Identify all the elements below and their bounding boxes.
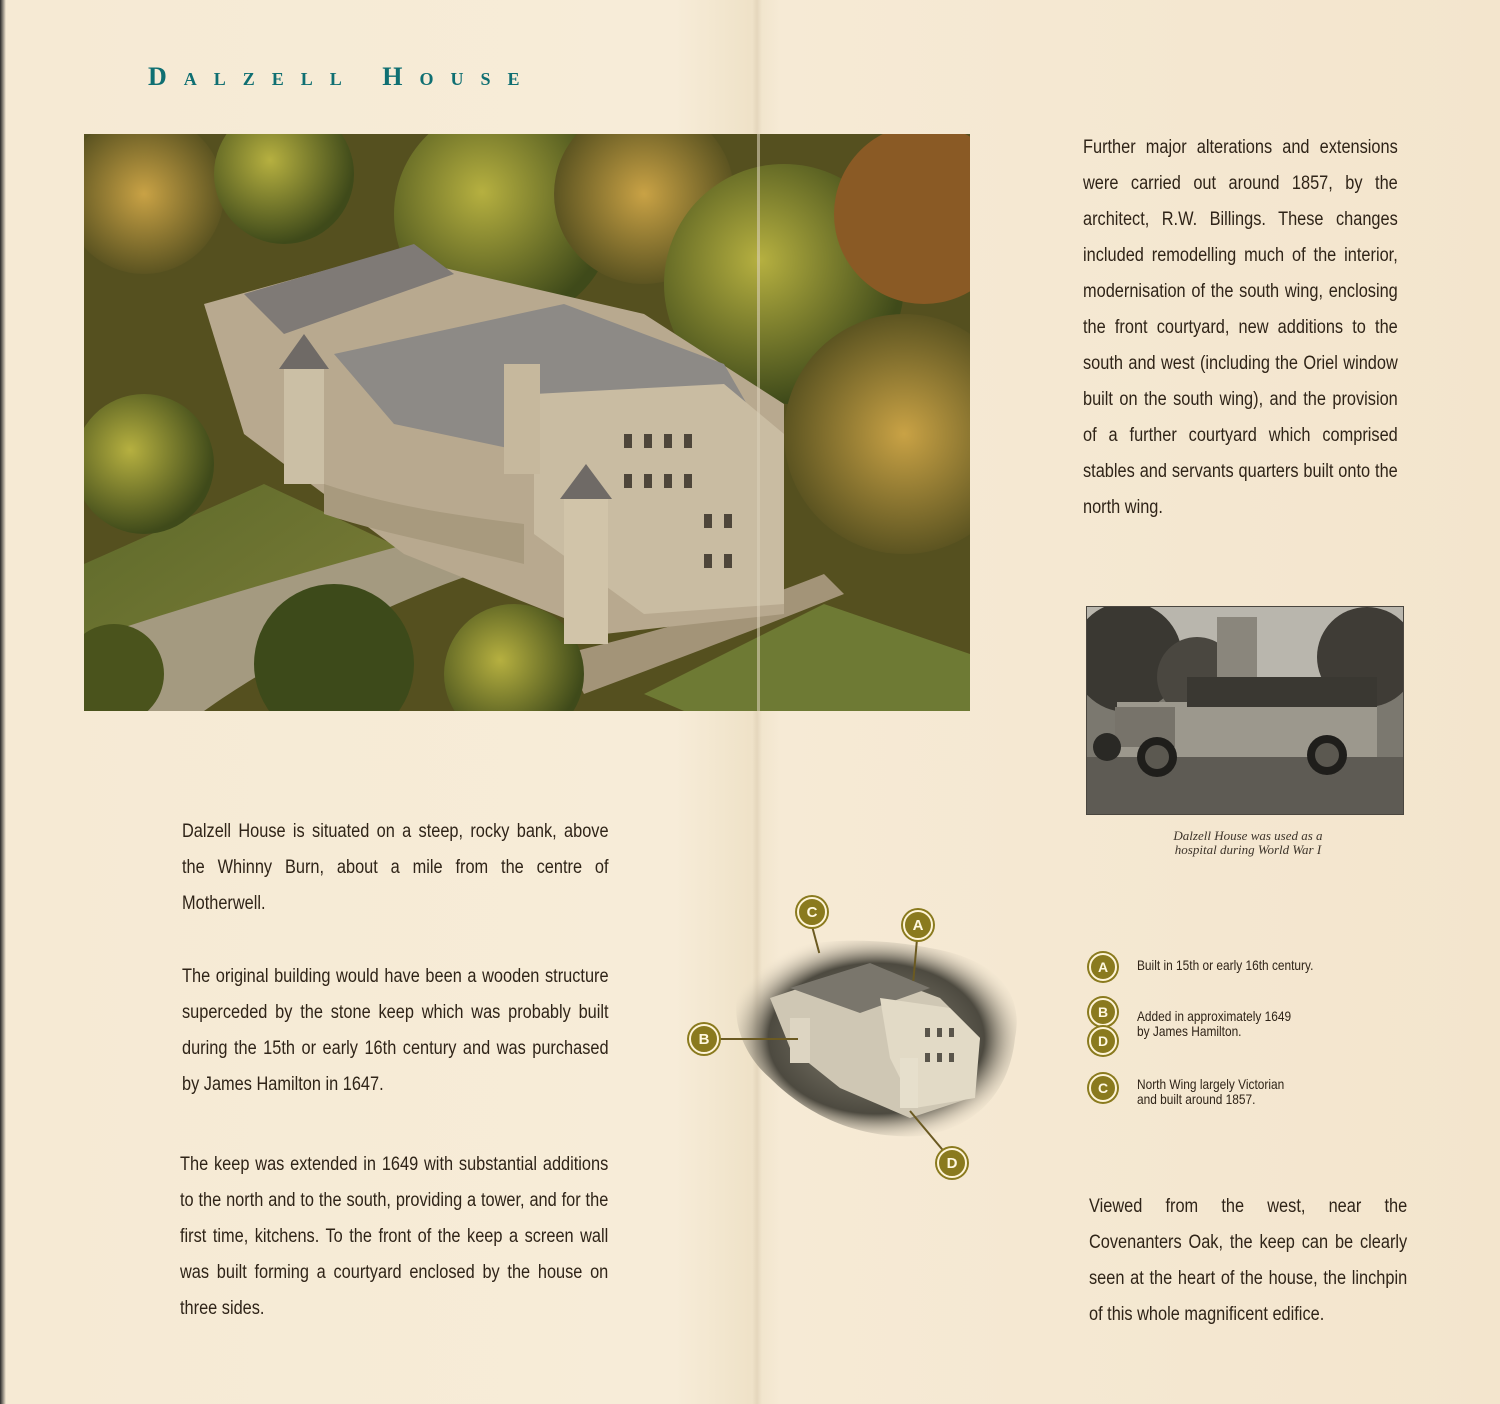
caption-line-2: hospital during World War I: [1174, 842, 1322, 857]
house-vignette-diagram: [730, 928, 1020, 1140]
photo-ww1-hospital: [1086, 606, 1404, 815]
photo-caption: [1100, 829, 1396, 857]
diagram-marker-c: C: [797, 897, 827, 927]
key-badge-b: B: [1089, 998, 1117, 1026]
caption-line-1: Dalzell House was used as a: [1173, 828, 1323, 843]
paragraph-location: Dalzell House is situated on a steep, rocky bank, above the Whinny Burn, about a mile from the centre of Motherwell.: [182, 821, 609, 914]
key-text-a: Built in 15th or early 16th century.: [1137, 957, 1314, 973]
key-text-c-line-2: and built around 1857.: [1137, 1091, 1256, 1107]
aerial-photo-dalzell-house: [84, 134, 970, 711]
diagram-marker-a: A: [903, 910, 933, 940]
vintage-car-photo-illustration: [1087, 607, 1403, 814]
key-text-bd-line-2: by James Hamilton.: [1137, 1023, 1242, 1039]
diagram-marker-d: D: [937, 1148, 967, 1178]
page-title: Dalzell House: [148, 62, 537, 91]
house-vignette-illustration: [730, 928, 1020, 1140]
paragraph-original-building: The original building would have been a wooden structure superceded by the stone keep which was probably built during the 15th or early 16th century and was purchased by James Hamilton in 1647.: [182, 966, 609, 1095]
key-text-c: [1137, 1077, 1284, 1107]
key-badge-d: D: [1089, 1027, 1117, 1055]
diagram-marker-b: B: [689, 1024, 719, 1054]
key-text-bd-line-1: Added in approximately 1649: [1137, 1008, 1292, 1024]
key-badge-c: C: [1089, 1074, 1117, 1102]
paragraph-alterations-1857: Further major alterations and extensions were carried out around 1857, by the architect, R.W. Billings. These changes included remodelling much of the interior, modernisation of the south wing, enclosing the front courtyard, new additions to the south and west (including the Oriel window built on the south wing), and the provision of a further courtyard which comprised stables and servants quarters built onto the north wing.: [1083, 137, 1398, 518]
paragraph-viewed-from-west: Viewed from the west, near the Covenanters Oak, the keep can be clearly seen at the heart of the house, the linchpin of this whole magnificent edifice.: [1089, 1196, 1408, 1325]
paragraph-keep-extension: The keep was extended in 1649 with substantial additions to the north and to the south, providing a tower, and for the first time, kitchens. To the front of the keep a screen wall was built forming a courtyard enclosed by the house on three sides.: [180, 1154, 609, 1319]
page-edge-shadow: [0, 0, 6, 1404]
leader-line-b: [718, 1038, 798, 1040]
key-badge-a: A: [1089, 953, 1117, 981]
key-text-c-line-1: North Wing largely Victorian: [1137, 1076, 1285, 1092]
key-text-bd: [1137, 1009, 1291, 1039]
aerial-photo-illustration: [84, 134, 970, 711]
